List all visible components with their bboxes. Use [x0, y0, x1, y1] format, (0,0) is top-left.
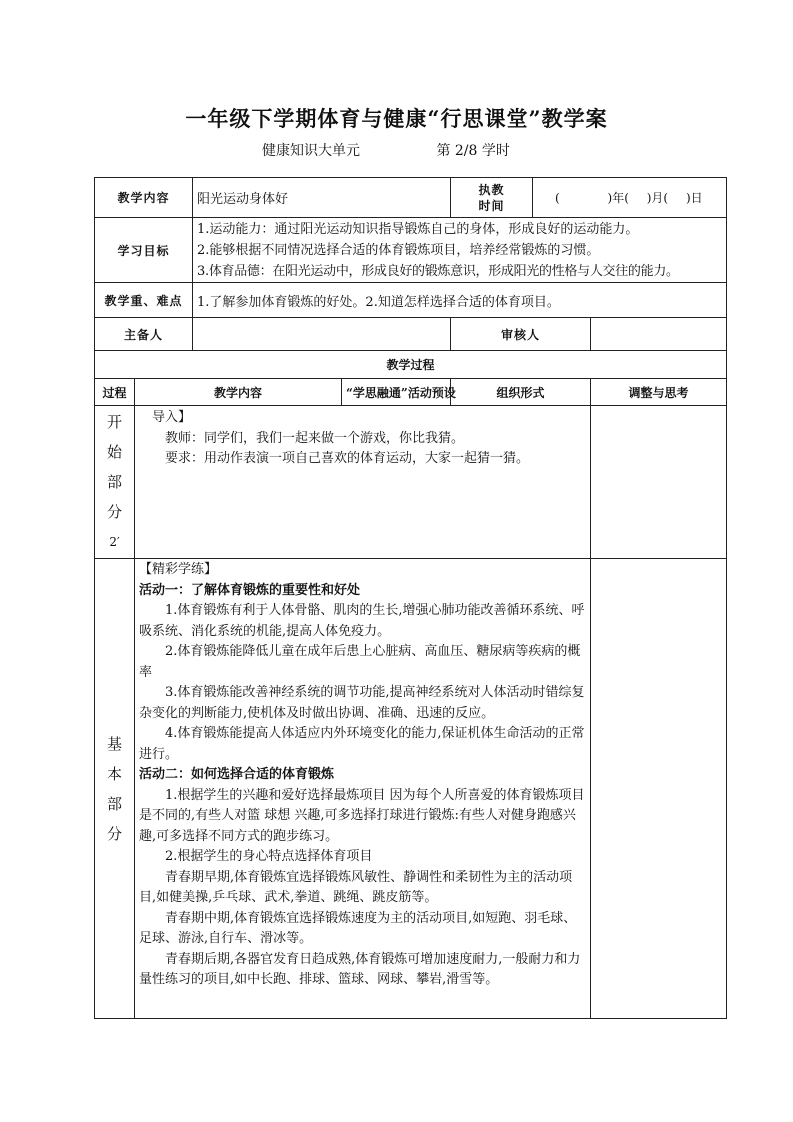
activity1-title [139, 581, 586, 602]
activity2-point: 青春期后期,各器官发育日趋成熟,体育锻炼可增加速度耐力,一般耐力和力量性练习的项目,如中长跑、排球、篮球、网球、攀岩,滑雪等。 [139, 951, 581, 987]
goal-item: 3.体育品德：在阳光运动中，形成良好的锻炼意识，形成阳光的性格与人交往的能力。 [197, 263, 679, 279]
activity1-point: 1.体育锻炼有利于人体骨骼、肌肉的生长,增强心肺功能改善循环系统、呼吸系统、消化系统的机能,提高人体免疫力。 [139, 603, 585, 639]
col-header-reflection: 调整与思考 [591, 379, 727, 406]
opening-line: 教师：同学们，我们一起来做一个游戏，你比我猜。 [165, 430, 465, 446]
col-header-stage: 过程 [95, 379, 135, 406]
goals-label: 学习目标 [95, 218, 193, 283]
reviewer-label: 审核人 [451, 318, 591, 351]
document-subtitle [262, 140, 510, 160]
lesson-plan-table [94, 177, 727, 1019]
opening-content [135, 406, 591, 559]
goals-list [193, 218, 727, 283]
document-title: 一年级下学期体育与健康“行思课堂”教学案 [185, 106, 608, 131]
opening-section-row [95, 406, 727, 559]
stage-char: 部 [106, 473, 122, 491]
col-header-activity: “学思融通”活动预设 [342, 379, 451, 406]
exec-label-line2: 时间 [478, 198, 505, 213]
process-title-row [95, 351, 727, 379]
content-row [95, 178, 727, 218]
basic-reflection[interactable] [591, 559, 727, 1019]
goal-item: 1.运动能力：通过阳光运动知识指导锻炼自己的身体，形成良好的运动能力。 [197, 221, 639, 237]
stage-char: 部 [106, 794, 122, 813]
date-year: )年( [607, 191, 629, 205]
lead-preparer-label: 主备人 [95, 318, 193, 351]
activity2-title [139, 765, 586, 786]
opening-stage-label [95, 406, 135, 559]
activity2-point: 2.根据学生的身心特点选择体育项目 [165, 849, 373, 864]
activity2-point: 青春期早期,体育锻炼宜选择锻炼风敏性、静调性和柔韧性为主的活动项目,如健美操,乒乓球、武术,拳道、跳绳、跳皮筋等。 [139, 869, 573, 905]
stage-char: 本 [106, 764, 122, 783]
exec-time-label [451, 178, 533, 218]
activity2-point: 1.根据学生的兴趣和爱好选择最炼项目 因为每个人所喜爱的体育锻炼项目是不同的,有些人对篮 球想 兴趣,可多选择打球进行锻炼:有些人对健身跑感兴趣,可多选择不同方式的跑步练习。 [139, 787, 585, 844]
process-title: 教学过程 [95, 351, 727, 379]
bracket-heading: 【精彩学练】 [139, 562, 218, 577]
basic-section-row [95, 559, 727, 1019]
activity1-point: 4.体育锻炼能提高人体适应内外环境变化的能力,保证机体生命活动的正常进行。 [139, 726, 585, 762]
key-points-row [95, 283, 727, 318]
key-points-value: 1.了解参加体育锻炼的好处。2.知道怎样选择合适的体育项目。 [193, 283, 727, 318]
reviewer-value[interactable] [591, 318, 727, 351]
stage-char: 基 [106, 734, 122, 753]
opening-line: 要求：用动作表演一项自己喜欢的体育运动，大家一起猜一猜。 [165, 451, 530, 466]
key-points-label: 教学重、难点 [95, 283, 193, 318]
goal-item: 2.能够根据不同情况选择合适的体育锻炼项目，培养经常锻炼的习惯。 [197, 242, 600, 258]
activity1-point: 3.体育锻炼能改善神经系统的调节功能,提高神经系统对人体活动时错综复杂变化的判断能力,使机体及时做出协调、准确、迅速的反应。 [139, 685, 585, 721]
opening-heading: 导入】 [152, 410, 192, 425]
stage-char: 始 [106, 443, 122, 461]
basic-content [135, 559, 591, 1019]
activity1-point: 2.体育锻炼能降低儿童在成年后患上心脏病、高血压、糖尿病等疾病的概率 [139, 644, 581, 680]
opening-reflection[interactable] [591, 406, 727, 559]
basic-stage-label [95, 559, 135, 1019]
goals-row [95, 218, 727, 283]
date-open: ( [555, 191, 560, 205]
col-header-organization: 组织形式 [451, 379, 591, 406]
activity1-title-text: 活动一：了解体育锻炼的重要性和好处 [139, 582, 361, 598]
date-day: )日 [685, 191, 703, 205]
stage-char: 开 [106, 413, 122, 431]
process-header-row [95, 379, 727, 406]
preparers-row [95, 318, 727, 351]
exec-date[interactable] [533, 178, 727, 218]
stage-char: 分 [106, 824, 122, 843]
stage-char: 2′ [109, 535, 120, 549]
stage-char: 分 [106, 503, 122, 521]
activity2-title-text: 活动二：如何选择合适的体育锻炼 [139, 767, 335, 782]
lead-preparer-value[interactable] [193, 318, 451, 351]
date-month: )月( [646, 191, 669, 205]
unit-name: 健康知识大单元 [262, 143, 360, 159]
lesson-number: 第 2/8 学时 [436, 143, 510, 159]
col-header-content: 教学内容 [135, 379, 342, 406]
exec-label-line1: 执教 [478, 182, 505, 197]
activity2-point: 青春期中期,体育锻炼宜选择锻炼速度为主的活动项目,如短跑、羽毛球、足球、游泳,自行车、滑冰等。 [139, 910, 577, 946]
content-label: 教学内容 [95, 178, 193, 218]
content-value: 阳光运动身体好 [193, 178, 451, 218]
